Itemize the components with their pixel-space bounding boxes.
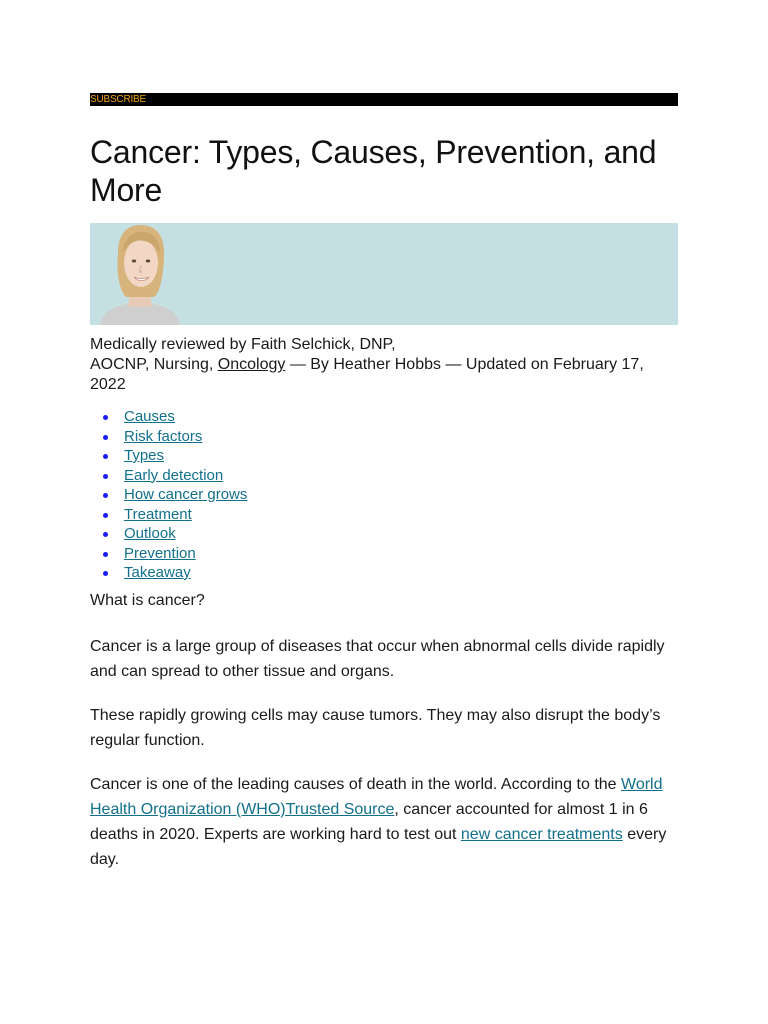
toc-link-causes[interactable]: Causes	[124, 408, 175, 425]
article-page	[90, 93, 678, 872]
toc-link-takeaway[interactable]: Takeaway	[124, 564, 191, 581]
bullet-icon	[103, 571, 108, 576]
bullet-icon	[103, 415, 108, 420]
subscribe-bar	[90, 93, 678, 106]
paragraph-3-intro: Cancer is one of the leading causes of death in the world. According to the	[90, 775, 617, 793]
toc-link-risk-factors[interactable]: Risk factors	[124, 427, 203, 445]
toc-item	[124, 446, 678, 466]
subscribe-link[interactable]: SUBSCRIBE	[90, 94, 146, 105]
toc-link-outlook[interactable]: Outlook	[124, 525, 176, 542]
paragraph-2: These rapidly growing cells may cause tumors. They may also disrupt the body’s regular function.	[90, 706, 661, 749]
bullet-icon	[103, 474, 108, 479]
bullet-icon	[103, 454, 108, 459]
article-byline	[90, 335, 678, 395]
bullet-icon	[103, 493, 108, 498]
bullet-icon	[103, 513, 108, 518]
bullet-icon	[103, 532, 108, 537]
section-heading: What is cancer?	[90, 591, 205, 609]
table-of-contents	[90, 407, 678, 583]
toc-link-prevention[interactable]: Prevention	[124, 544, 196, 562]
new-cancer-treatments-link[interactable]: new cancer treatments	[460, 825, 623, 843]
bullet-icon	[103, 435, 108, 440]
toc-link-how-cancer-grows[interactable]: How cancer grows	[124, 486, 248, 503]
toc-item	[124, 466, 678, 486]
toc-link-types[interactable]: Types	[124, 447, 165, 464]
reviewed-by: Medically reviewed by Faith Selchick, DNP,	[90, 336, 396, 353]
who-trusted-source-link[interactable]: World Health Organization (WHO)Trusted Source	[90, 775, 663, 818]
toc-item	[124, 524, 678, 544]
reviewer-credentials: AOCNP, Nursing,	[90, 356, 214, 373]
toc-item	[124, 563, 678, 583]
bullet-icon	[103, 552, 108, 557]
toc-item	[124, 544, 678, 564]
page-title: Cancer: Types, Causes, Prevention, and More	[90, 134, 657, 208]
toc-item	[124, 485, 678, 505]
toc-item	[124, 427, 678, 447]
reviewer-avatar	[100, 223, 180, 325]
toc-link-treatment[interactable]: Treatment	[124, 505, 192, 523]
paragraph-3-middle: , cancer accounted for almost 1 in 6 deaths in 2020. Experts are working hard to test out	[90, 800, 648, 843]
author-and-date: — By Heather Hobbs — Updated on February 17, 2022	[90, 356, 644, 393]
paragraph-3	[90, 772, 678, 872]
toc-item	[124, 505, 678, 525]
oncology-link[interactable]: Oncology	[217, 356, 286, 373]
toc-link-early-detection[interactable]: Early detection	[124, 466, 224, 484]
reviewer-banner	[90, 223, 678, 325]
paragraph-1: Cancer is a large group of diseases that occur when abnormal cells divide rapidly and can spread to other tissue and organs.	[90, 637, 665, 680]
paragraph-3-end: every day.	[90, 825, 667, 868]
toc-item	[124, 407, 678, 427]
